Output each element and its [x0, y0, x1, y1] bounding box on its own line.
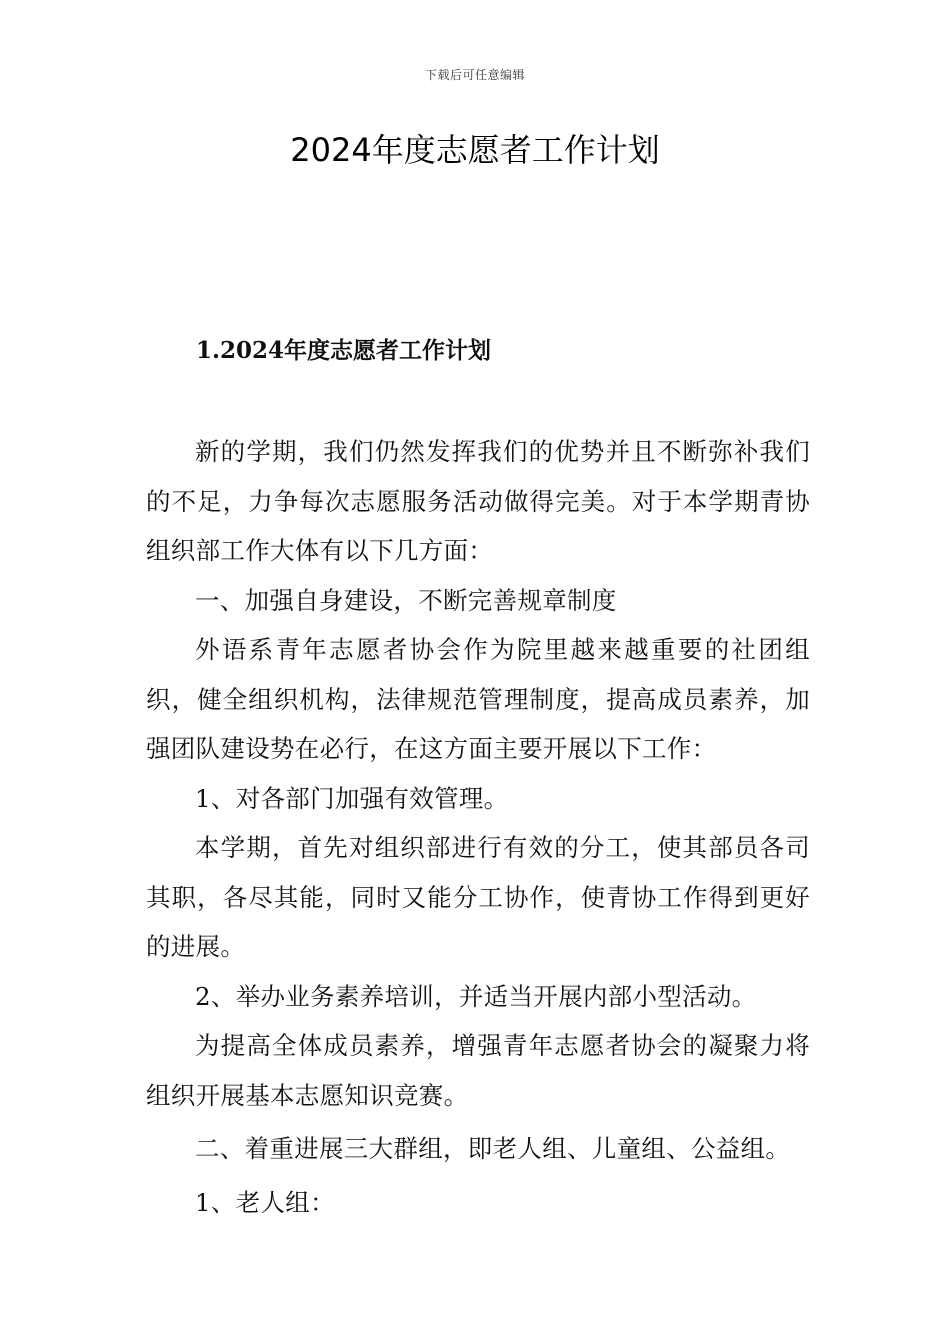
document-body [146, 427, 810, 1227]
document-title: 2024年度志愿者工作计划 [290, 131, 660, 169]
paragraph-heading-one: 一、加强自身建设，不断完善规章制度 [195, 585, 617, 615]
paragraph-division: 本学期，首先对组织部进行有效的分工，使其部员各司其职，各尽其能，同时又能分工协作，使青协工作得到更好的进展。 [146, 833, 810, 961]
paragraph-training: 为提高全体成员素养，增强青年志愿者协会的凝聚力将组织开展基本志愿知识竞赛。 [146, 1031, 810, 1110]
header-note: 下载后可任意编辑 [424, 68, 525, 82]
section-heading: 1.2024年度志愿者工作计划 [196, 337, 492, 364]
paragraph-association: 外语系青年志愿者协会作为院里越来越重要的社团组织，健全组织机构，法律规范管理制度，提高成员素养，加强团队建设势在必行，在这方面主要开展以下工作： [146, 635, 810, 763]
paragraph-elderly-group: 1、老人组： [195, 1187, 335, 1217]
paragraph-item-2: 2、举办业务素养培训，并适当开展内部小型活动。 [195, 981, 757, 1011]
paragraph-item-1: 1、对各部门加强有效管理。 [195, 783, 509, 813]
paragraph-intro: 新的学期，我们仍然发挥我们的优势并且不断弥补我们的不足，力争每次志愿服务活动做得完美。对于本学期青协组织部工作大体有以下几方面： [146, 437, 810, 565]
paragraph-heading-two: 二、着重进展三大群组，即老人组、儿童组、公益组。 [195, 1134, 791, 1163]
